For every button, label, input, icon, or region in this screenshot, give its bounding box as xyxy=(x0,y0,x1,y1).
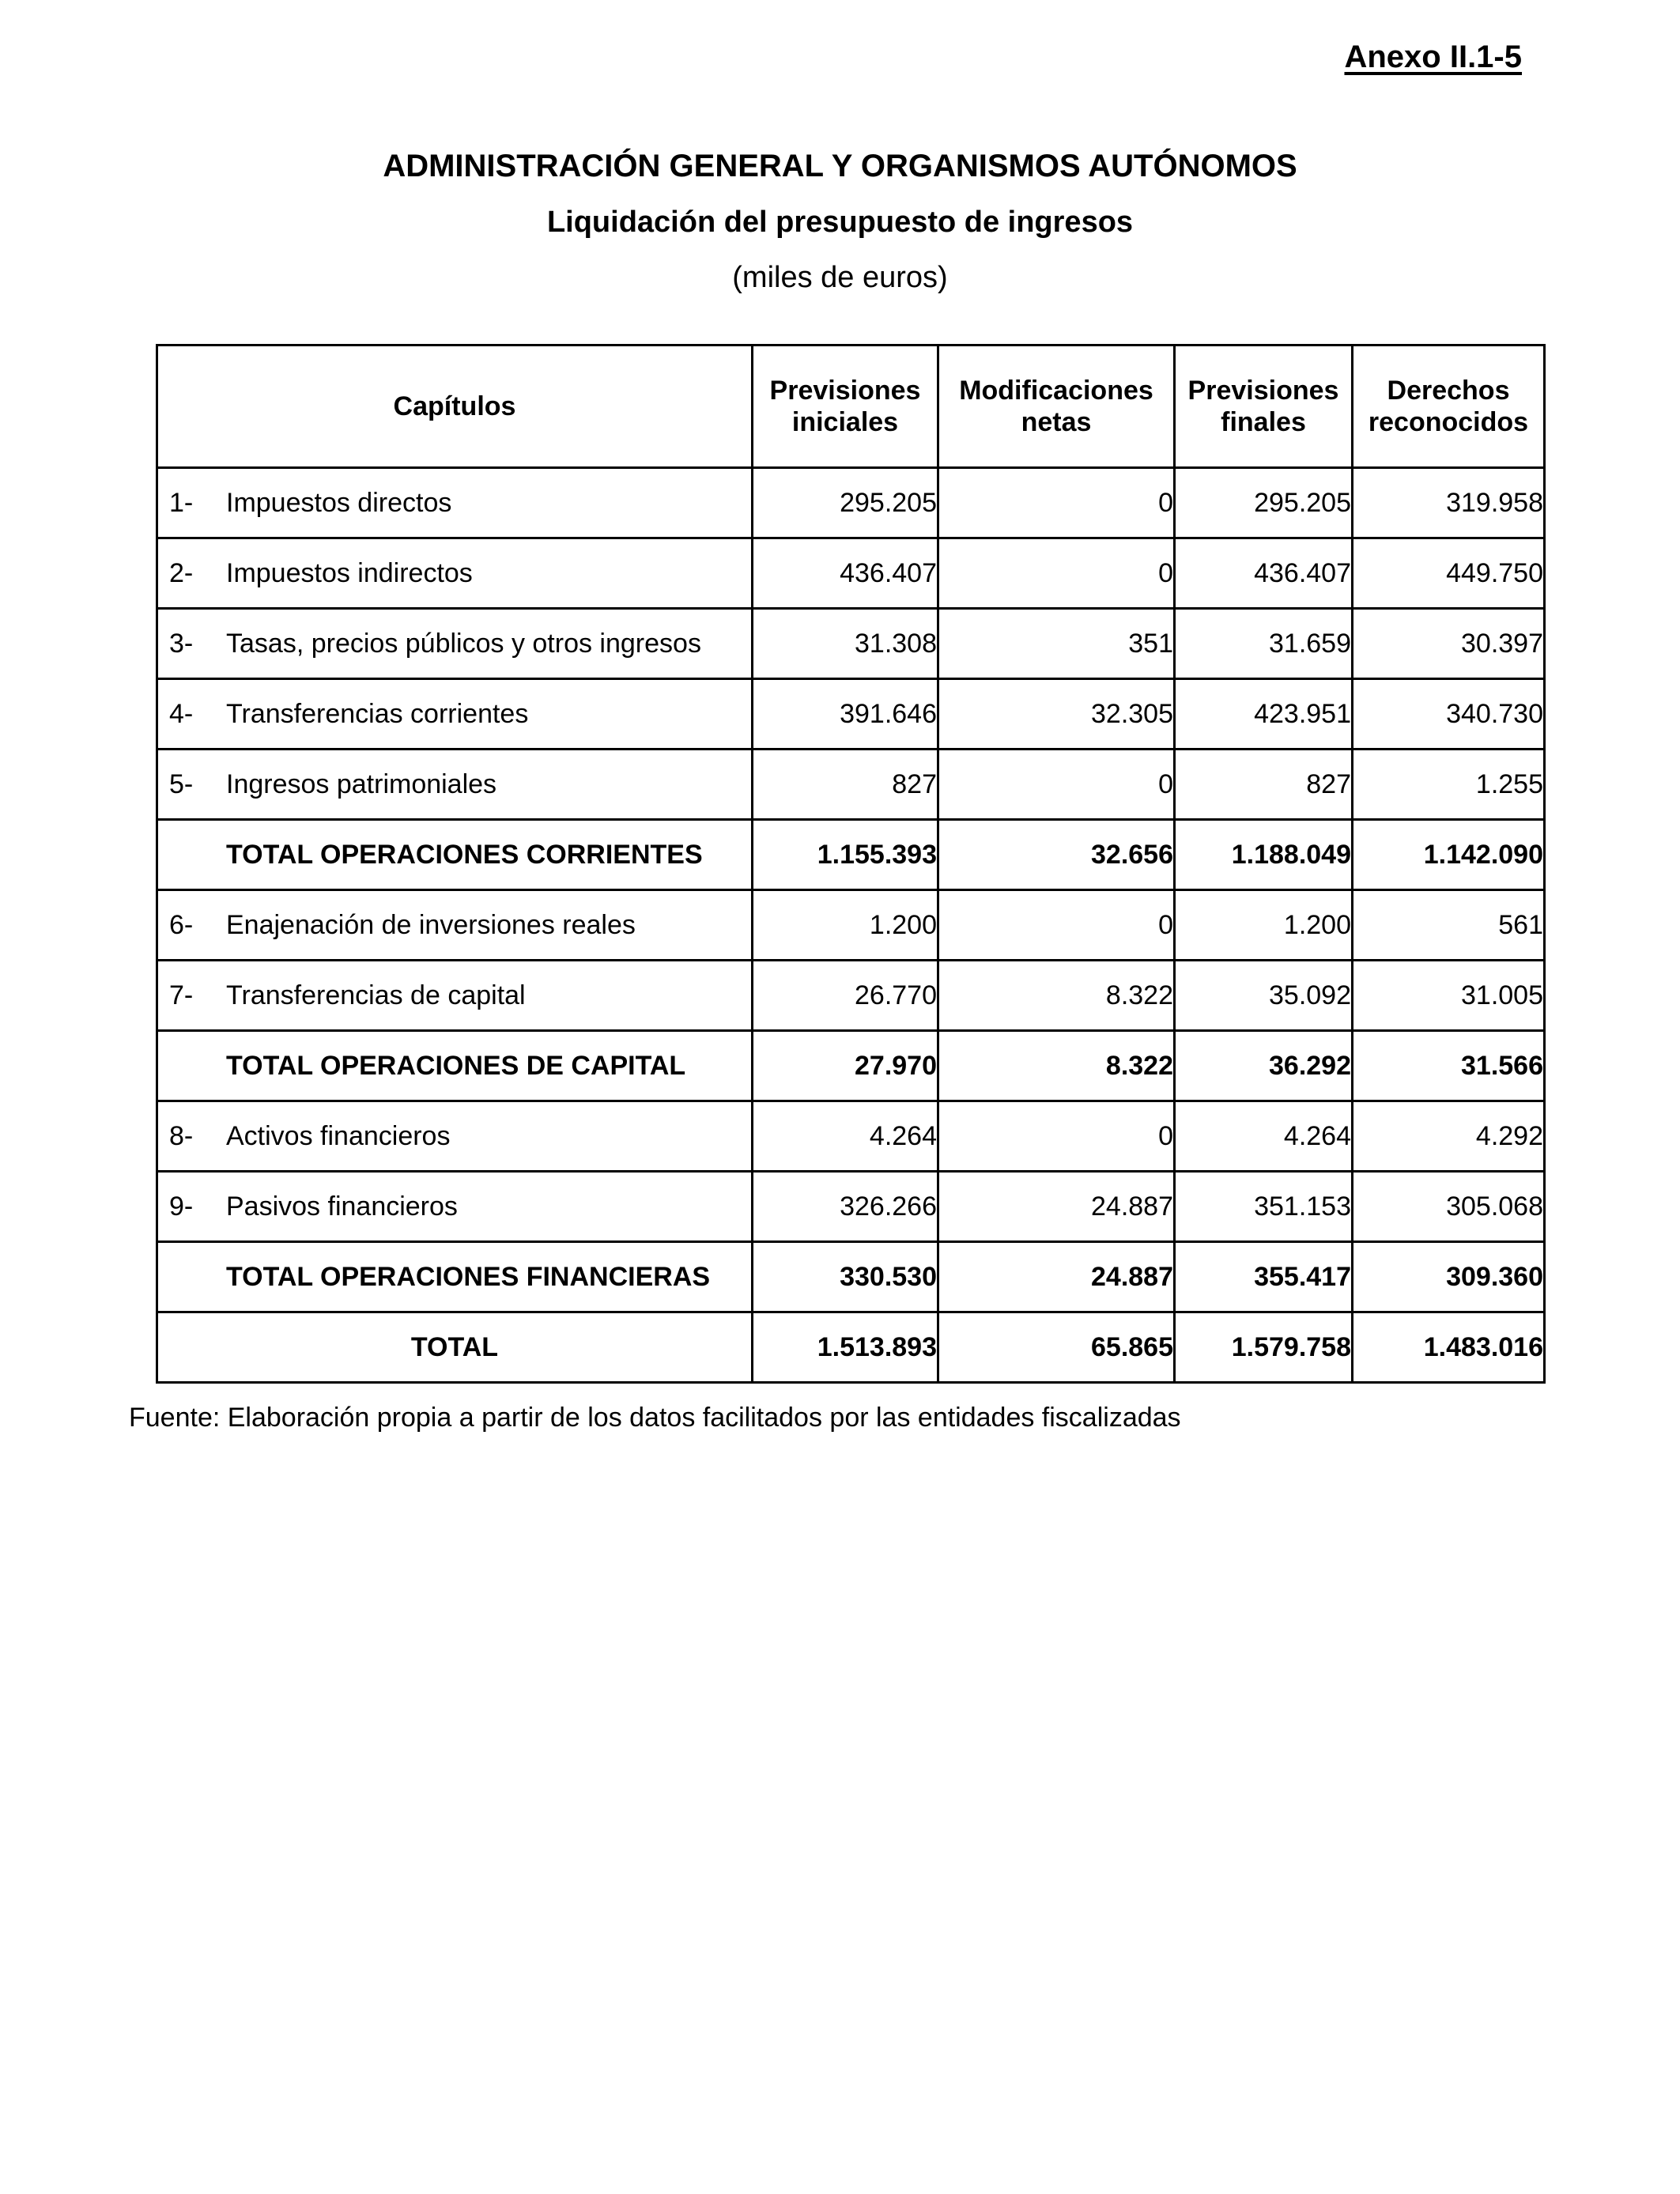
chapter-label: Enajenación de inversiones reales xyxy=(226,909,636,940)
header-final-forecast xyxy=(1175,346,1353,468)
chapter-cell-content xyxy=(158,1191,751,1222)
final-forecast-cell: 1.188.049 xyxy=(1175,820,1353,890)
final-forecast-cell: 35.092 xyxy=(1175,961,1353,1031)
recognized-rights-cell: 31.005 xyxy=(1353,961,1545,1031)
total-row xyxy=(157,1312,1545,1383)
header-initial-forecast-line2: iniciales xyxy=(791,407,899,437)
header-initial-forecast-line1: Previsiones xyxy=(769,376,921,406)
chapter-cell-content xyxy=(158,558,751,589)
table-row xyxy=(157,679,1545,750)
chapter-cell-content xyxy=(158,488,751,519)
chapter-cell xyxy=(157,538,753,609)
chapter-label: Activos financieros xyxy=(226,1120,451,1151)
chapter-label: Transferencias de capital xyxy=(226,980,526,1010)
chapter-cell xyxy=(157,468,753,538)
net-modifications-cell: 24.887 xyxy=(938,1172,1175,1242)
recognized-rights-cell: 1.142.090 xyxy=(1353,820,1545,890)
table-row xyxy=(157,538,1545,609)
header-final-forecast-line2: finales xyxy=(1221,407,1306,437)
chapter-label: Transferencias corrientes xyxy=(226,698,529,729)
subtotal-row xyxy=(157,1242,1545,1312)
final-forecast-cell: 351.153 xyxy=(1175,1172,1353,1242)
header-recognized-rights xyxy=(1353,346,1545,468)
chapter-cell xyxy=(157,679,753,750)
final-forecast-cell: 295.205 xyxy=(1175,468,1353,538)
table-row xyxy=(157,890,1545,961)
recognized-rights-cell: 340.730 xyxy=(1353,679,1545,750)
chapter-cell-content xyxy=(158,1051,751,1082)
recognized-rights-cell: 449.750 xyxy=(1353,538,1545,609)
chapter-cell-content xyxy=(158,699,751,730)
chapter-cell-content xyxy=(158,980,751,1011)
net-modifications-cell: 65.865 xyxy=(938,1312,1175,1383)
header-net-modifications xyxy=(938,346,1175,468)
chapter-number: 3- xyxy=(169,628,194,659)
final-forecast-cell: 4.264 xyxy=(1175,1101,1353,1172)
chapter-number: 6- xyxy=(169,909,194,940)
table-row xyxy=(157,961,1545,1031)
subtotal-row xyxy=(157,1031,1545,1101)
initial-forecast-cell: 27.970 xyxy=(753,1031,938,1101)
page-subtitle: Liquidación del presupuesto de ingresos xyxy=(546,206,1134,239)
source-note: Fuente: Elaboración propia a partir de los datos facilitados por las entidades fiscalizadas xyxy=(129,1403,1181,1433)
chapter-cell xyxy=(157,609,753,679)
chapter-number: 8- xyxy=(169,1120,194,1151)
net-modifications-cell: 8.322 xyxy=(938,1031,1175,1101)
chapter-number: 2- xyxy=(169,557,194,588)
chapter-label: Pasivos financieros xyxy=(226,1191,458,1222)
header-net-modifications-line1: Modificaciones xyxy=(959,376,1153,406)
table-row xyxy=(157,1101,1545,1172)
initial-forecast-cell: 295.205 xyxy=(753,468,938,538)
net-modifications-cell: 0 xyxy=(938,750,1175,820)
table-header-row xyxy=(157,346,1545,468)
net-modifications-cell: 0 xyxy=(938,468,1175,538)
table-body xyxy=(157,468,1545,1383)
initial-forecast-cell: 436.407 xyxy=(753,538,938,609)
final-forecast-cell: 1.579.758 xyxy=(1175,1312,1353,1383)
table-row xyxy=(157,750,1545,820)
chapter-cell xyxy=(157,1172,753,1242)
initial-forecast-cell: 31.308 xyxy=(753,609,938,679)
initial-forecast-cell: 1.155.393 xyxy=(753,820,938,890)
final-forecast-cell: 1.200 xyxy=(1175,890,1353,961)
chapter-cell xyxy=(157,820,753,890)
budget-table xyxy=(156,344,1546,1384)
table-row xyxy=(157,1172,1545,1242)
net-modifications-cell: 24.887 xyxy=(938,1242,1175,1312)
chapter-cell-content xyxy=(158,1121,751,1152)
page-title: ADMINISTRACIÓN GENERAL Y ORGANISMOS AUTÓNOMOS xyxy=(383,149,1297,183)
initial-forecast-cell: 1.200 xyxy=(753,890,938,961)
recognized-rights-cell: 319.958 xyxy=(1353,468,1545,538)
initial-forecast-cell: 827 xyxy=(753,750,938,820)
chapter-label: TOTAL OPERACIONES DE CAPITAL xyxy=(226,1050,686,1081)
final-forecast-cell: 827 xyxy=(1175,750,1353,820)
net-modifications-cell: 8.322 xyxy=(938,961,1175,1031)
recognized-rights-cell: 1.483.016 xyxy=(1353,1312,1545,1383)
chapter-cell xyxy=(157,1031,753,1101)
chapter-cell-content xyxy=(158,910,751,941)
recognized-rights-cell: 4.292 xyxy=(1353,1101,1545,1172)
chapter-cell xyxy=(157,890,753,961)
final-forecast-cell: 36.292 xyxy=(1175,1031,1353,1101)
initial-forecast-cell: 1.513.893 xyxy=(753,1312,938,1383)
chapter-label: TOTAL OPERACIONES FINANCIERAS xyxy=(226,1261,711,1292)
chapter-label: Impuestos directos xyxy=(226,487,452,518)
header-recognized-rights-line1: Derechos xyxy=(1387,376,1510,406)
final-forecast-cell: 423.951 xyxy=(1175,679,1353,750)
chapter-number: 9- xyxy=(169,1191,194,1222)
chapter-cell xyxy=(157,961,753,1031)
initial-forecast-cell: 326.266 xyxy=(753,1172,938,1242)
chapter-cell-content xyxy=(158,1262,751,1293)
units-note: (miles de euros) xyxy=(732,261,948,294)
net-modifications-cell: 0 xyxy=(938,538,1175,609)
chapter-cell xyxy=(157,1242,753,1312)
recognized-rights-cell: 30.397 xyxy=(1353,609,1545,679)
chapter-cell xyxy=(157,750,753,820)
recognized-rights-cell: 305.068 xyxy=(1353,1172,1545,1242)
chapter-label: Impuestos indirectos xyxy=(226,557,473,588)
header-recognized-rights-line2: reconocidos xyxy=(1368,407,1529,437)
subtotal-row xyxy=(157,820,1545,890)
chapter-label: TOTAL OPERACIONES CORRIENTES xyxy=(226,839,703,870)
initial-forecast-cell: 391.646 xyxy=(753,679,938,750)
net-modifications-cell: 351 xyxy=(938,609,1175,679)
chapter-cell-content xyxy=(158,629,751,659)
net-modifications-cell: 0 xyxy=(938,890,1175,961)
net-modifications-cell: 32.656 xyxy=(938,820,1175,890)
annex-label: Anexo II.1-5 xyxy=(1344,40,1522,74)
header-final-forecast-line1: Previsiones xyxy=(1187,376,1339,406)
header-initial-forecast xyxy=(753,346,938,468)
chapter-cell xyxy=(157,1312,753,1383)
header-chapters: Capítulos xyxy=(157,346,753,468)
final-forecast-cell: 355.417 xyxy=(1175,1242,1353,1312)
chapter-label: TOTAL xyxy=(410,1331,499,1362)
chapter-label: Tasas, precios públicos y otros ingresos xyxy=(226,628,701,659)
initial-forecast-cell: 4.264 xyxy=(753,1101,938,1172)
header-net-modifications-line2: netas xyxy=(1021,407,1092,437)
initial-forecast-cell: 330.530 xyxy=(753,1242,938,1312)
final-forecast-cell: 31.659 xyxy=(1175,609,1353,679)
chapter-number: 7- xyxy=(169,980,194,1010)
recognized-rights-cell: 309.360 xyxy=(1353,1242,1545,1312)
table-row xyxy=(157,468,1545,538)
initial-forecast-cell: 26.770 xyxy=(753,961,938,1031)
chapter-cell xyxy=(157,1101,753,1172)
chapter-cell-content xyxy=(158,840,751,870)
chapter-label: Ingresos patrimoniales xyxy=(226,768,497,799)
recognized-rights-cell: 561 xyxy=(1353,890,1545,961)
chapter-number: 4- xyxy=(169,698,194,729)
chapter-number: 5- xyxy=(169,768,194,799)
net-modifications-cell: 32.305 xyxy=(938,679,1175,750)
recognized-rights-cell: 31.566 xyxy=(1353,1031,1545,1101)
final-forecast-cell: 436.407 xyxy=(1175,538,1353,609)
net-modifications-cell: 0 xyxy=(938,1101,1175,1172)
chapter-cell-content xyxy=(158,769,751,800)
chapter-number: 1- xyxy=(169,487,194,518)
table-row xyxy=(157,609,1545,679)
recognized-rights-cell: 1.255 xyxy=(1353,750,1545,820)
chapter-cell-content xyxy=(158,1332,751,1363)
